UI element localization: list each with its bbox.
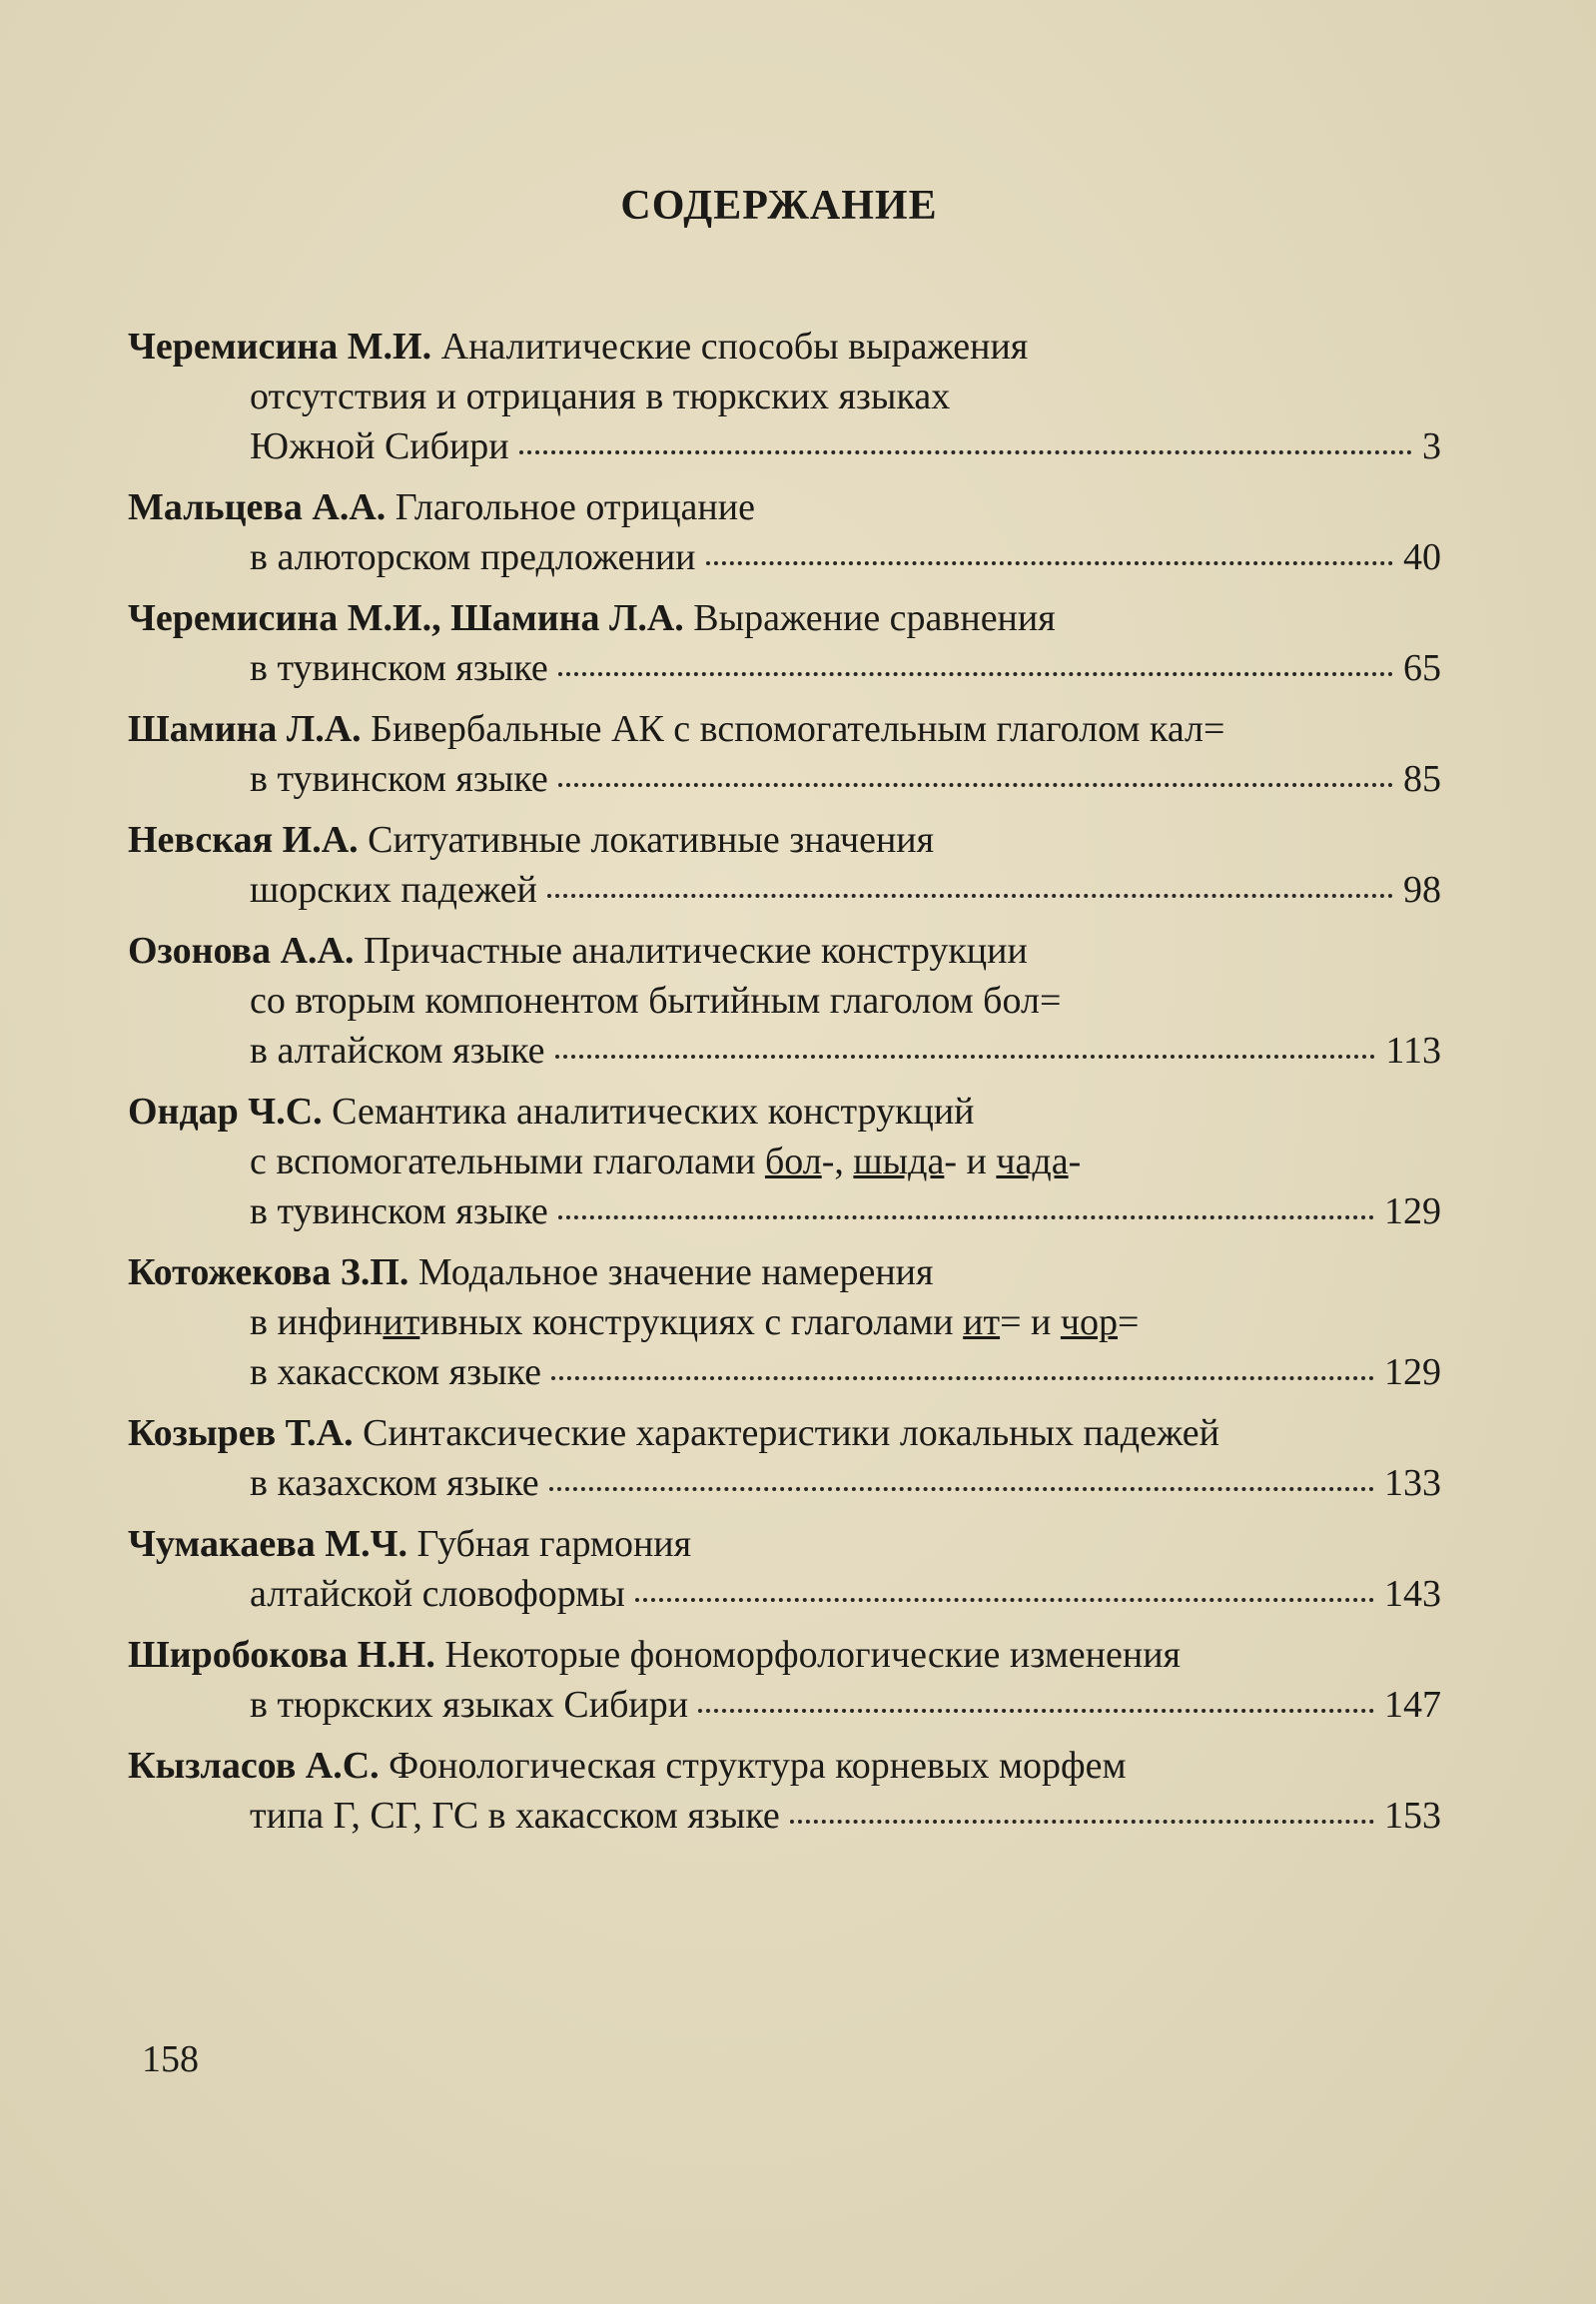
entry-title-line: со вторым компонентом бытийным глаголом бол= xyxy=(250,980,1062,1022)
toc-entry xyxy=(128,926,1441,1076)
entry-title-line: типа Г, СГ, ГС в хакасском языке xyxy=(250,1795,780,1837)
entry-title-line: Губная гармония xyxy=(416,1523,692,1565)
entry-title-line: в казахском языке xyxy=(250,1462,539,1504)
entry-title-line: Аналитические способы выражения xyxy=(440,326,1029,368)
entry-author: Озонова А.А. xyxy=(128,930,355,972)
entry-title-line: Ситуативные локативные значения xyxy=(368,819,935,861)
entry-page-number: 129 xyxy=(1384,1351,1441,1393)
entry-title-line: Выражение сравнения xyxy=(693,597,1056,639)
entry-title-line: Некоторые фономорфологические изменения xyxy=(444,1634,1182,1676)
toc-entry xyxy=(128,1087,1441,1236)
entry-title-line: в хакасском языке xyxy=(250,1351,542,1393)
entry-title-line: в алюторском предложении xyxy=(250,536,696,578)
entry-title-line: Бивербальные АК с вспомогательным глаголом кал= xyxy=(371,708,1225,750)
dot-leader xyxy=(549,1487,1374,1491)
entry-page-number: 85 xyxy=(1403,758,1441,800)
toc-entry xyxy=(128,1247,1441,1397)
dot-leader xyxy=(558,1215,1374,1219)
entry-title-line: Фонологическая структура корневых морфем xyxy=(389,1745,1127,1787)
page-title: СОДЕРЖАНИЕ xyxy=(620,183,938,229)
entry-page-number: 65 xyxy=(1403,647,1441,689)
toc-entry xyxy=(128,482,1441,582)
entry-author: Ондар Ч.С. xyxy=(128,1091,323,1133)
entry-page-number: 113 xyxy=(1385,1030,1441,1072)
toc-entry xyxy=(128,593,1441,693)
entry-author: Чумакаева М.Ч. xyxy=(128,1523,407,1565)
dot-leader xyxy=(698,1709,1374,1713)
entry-title-line: Семантика аналитических конструкций xyxy=(332,1091,975,1133)
toc-entry xyxy=(128,1741,1441,1841)
entry-author: Кызласов А.С. xyxy=(128,1745,380,1787)
dot-leader xyxy=(635,1598,1374,1602)
entry-page-number: 129 xyxy=(1384,1190,1441,1232)
entry-page-number: 143 xyxy=(1384,1573,1441,1615)
entry-author: Черемисина М.И., Шамина Л.А. xyxy=(128,597,684,639)
entry-title-line: в тюркских языках Сибири xyxy=(250,1684,689,1726)
toc-entry xyxy=(128,1630,1441,1730)
dot-leader xyxy=(551,1376,1374,1380)
entry-title-line: алтайской словоформы xyxy=(250,1573,625,1615)
entry-page-number: 147 xyxy=(1384,1684,1441,1726)
toc-entry xyxy=(128,1519,1441,1619)
entry-author: Козырев Т.А. xyxy=(128,1412,354,1454)
page-number: 158 xyxy=(142,2038,199,2080)
entry-title-line: Синтаксические характеристики локальных падежей xyxy=(363,1412,1219,1454)
entry-author: Невская И.А. xyxy=(128,819,359,861)
entry-author: Котожекова З.П. xyxy=(128,1251,409,1293)
entry-author: Широбокова Н.Н. xyxy=(128,1634,435,1676)
dot-leader xyxy=(558,783,1393,787)
toc-entry xyxy=(128,815,1441,915)
entry-page-number: 3 xyxy=(1422,425,1441,467)
entry-title-line: в тувинском языке xyxy=(250,647,548,689)
entry-title-line: шорских падежей xyxy=(250,869,537,911)
entry-page-number: 98 xyxy=(1403,869,1441,911)
dot-leader xyxy=(555,1055,1376,1059)
toc-entry xyxy=(128,704,1441,804)
entry-author: Мальцева А.А. xyxy=(128,486,387,528)
entry-title-line: Причастные аналитические конструкции xyxy=(363,930,1028,972)
entry-page-number: 153 xyxy=(1384,1795,1441,1837)
entry-title-line: отсутствия и отрицания в тюркских языках xyxy=(250,376,951,417)
entry-title-line: в алтайском языке xyxy=(250,1030,545,1072)
entry-title-line: в инфинитивных конструкциях с глаголами ит= и чор= xyxy=(250,1301,1140,1343)
dot-leader xyxy=(790,1820,1374,1824)
entry-title-line: в тувинском языке xyxy=(250,758,548,800)
dot-leader xyxy=(519,450,1412,454)
entry-title-line: с вспомогательными глаголами бол-, шыда- и чада- xyxy=(250,1141,1082,1182)
entry-page-number: 40 xyxy=(1403,536,1441,578)
entry-title-line: Модальное значение намерения xyxy=(417,1251,934,1293)
entry-title-line: Глагольное отрицание xyxy=(395,486,755,528)
dot-leader xyxy=(558,672,1393,676)
entry-title-line: Южной Сибири xyxy=(250,425,509,467)
dot-leader xyxy=(547,894,1393,898)
entry-page-number: 133 xyxy=(1384,1462,1441,1504)
entry-author: Шамина Л.А. xyxy=(128,708,362,750)
entry-author: Черемисина М.И. xyxy=(128,326,432,368)
dot-leader xyxy=(706,561,1394,565)
toc-entry xyxy=(128,322,1441,471)
table-of-contents xyxy=(128,322,1441,1852)
toc-entry xyxy=(128,1408,1441,1508)
entry-title-line: в тувинском языке xyxy=(250,1190,548,1232)
